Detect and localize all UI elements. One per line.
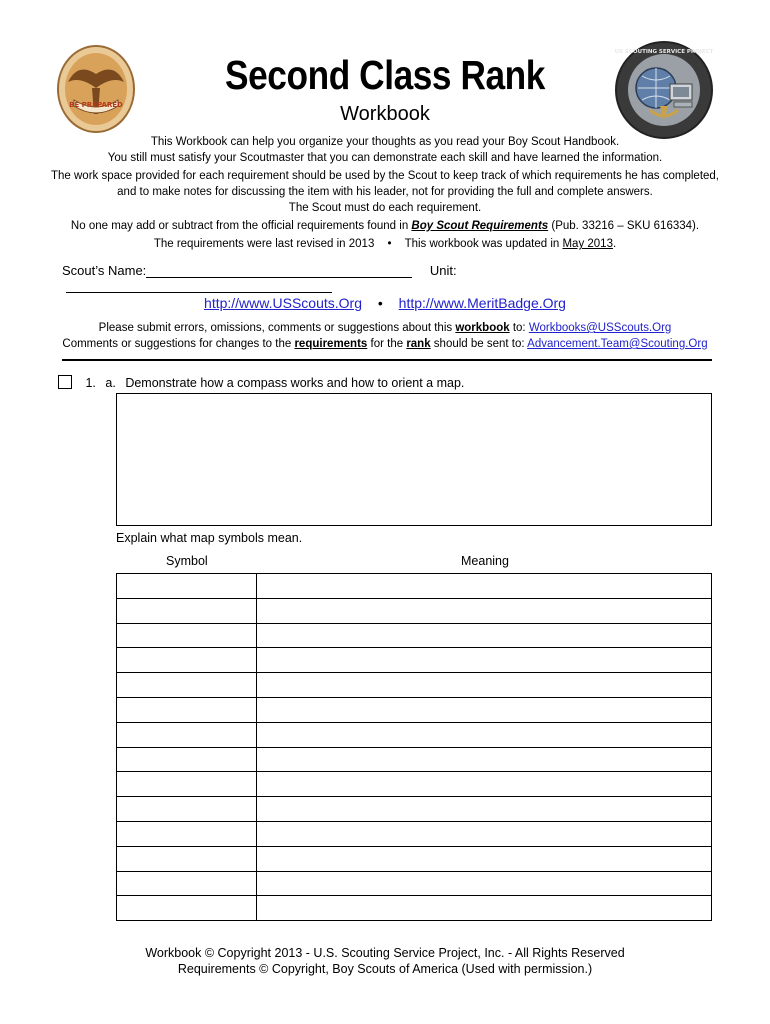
table-row xyxy=(117,772,712,797)
table-row xyxy=(117,722,712,747)
submit-text: Please submit errors, omissions, comments or suggestions about this xyxy=(98,322,456,334)
meaning-cell[interactable] xyxy=(257,623,712,648)
meaning-cell[interactable] xyxy=(257,722,712,747)
page-subtitle: Workbook xyxy=(340,103,430,125)
bullet: • xyxy=(387,238,392,250)
footer-line: Workbook © Copyright 2013 - U.S. Scouting Service Project, Inc. - All Rights Reserved xyxy=(145,946,625,960)
advancement-email-link[interactable]: Advancement.Team@Scouting.Org xyxy=(527,338,708,350)
table-row xyxy=(117,574,712,599)
scout-name-label: Scout’s Name: xyxy=(62,263,147,278)
table-row xyxy=(117,797,712,822)
symbol-cell[interactable] xyxy=(117,623,257,648)
submit-line xyxy=(0,336,770,352)
boy-scout-requirements-title: Boy Scout Requirements xyxy=(411,220,549,232)
symbol-cell[interactable] xyxy=(117,797,257,822)
column-header-meaning: Meaning xyxy=(461,554,509,568)
updated-text: This workbook was updated in xyxy=(404,238,563,250)
symbol-cell[interactable] xyxy=(117,673,257,698)
meaning-cell[interactable] xyxy=(257,574,712,599)
table-row xyxy=(117,598,712,623)
map-symbols-table xyxy=(116,573,712,921)
revised-text: The requirements were last revised in 2013 xyxy=(153,238,375,250)
updated-date: May 2013 xyxy=(562,238,613,250)
table-row xyxy=(117,623,712,648)
table-row xyxy=(117,846,712,871)
submit-text: should be sent to: xyxy=(430,338,528,350)
submit-bold-rank: rank xyxy=(406,338,431,350)
symbol-cell[interactable] xyxy=(117,772,257,797)
website-links xyxy=(0,295,770,311)
table-row xyxy=(117,648,712,673)
unit-label: Unit: xyxy=(429,263,457,278)
symbol-cell[interactable] xyxy=(117,574,257,599)
meaning-cell[interactable] xyxy=(257,797,712,822)
submit-bold-requirements: requirements xyxy=(294,338,368,350)
unit-field[interactable] xyxy=(66,279,332,293)
meaning-cell[interactable] xyxy=(257,871,712,896)
submit-text: for the xyxy=(367,338,407,350)
symbol-cell[interactable] xyxy=(117,598,257,623)
seal-ring-text: US SCOUTING SERVICE PROJECT xyxy=(614,49,714,55)
explain-symbols-text: Explain what map symbols mean. xyxy=(116,531,303,545)
intro-line: The Scout must do each requirement. xyxy=(288,202,482,214)
table-row xyxy=(117,871,712,896)
intro-line: The work space provided for each requirement should be used by the Scout to keep track of which requirements he has completed, xyxy=(50,170,719,182)
symbol-cell[interactable] xyxy=(117,697,257,722)
table-row xyxy=(117,697,712,722)
meaning-cell[interactable] xyxy=(257,846,712,871)
requirement-text: Demonstrate how a compass works and how to orient a map. xyxy=(125,376,465,390)
meaning-cell[interactable] xyxy=(257,598,712,623)
usscouts-link[interactable]: http://www.USScouts.Org xyxy=(204,295,362,311)
submission-info xyxy=(0,320,770,352)
intro-line: and to make notes for discussing the item with his leader, not for providing the full and complete answers. xyxy=(117,186,653,198)
link-separator: • xyxy=(377,295,383,311)
symbol-cell[interactable] xyxy=(117,871,257,896)
note-text: No one may add or subtract from the official requirements found in xyxy=(70,220,412,232)
meaning-cell[interactable] xyxy=(257,821,712,846)
symbol-cell[interactable] xyxy=(117,846,257,871)
symbol-cell[interactable] xyxy=(117,648,257,673)
requirement-letter: a. xyxy=(105,376,116,390)
table-row xyxy=(117,821,712,846)
intro-paragraph xyxy=(0,134,770,252)
period: . xyxy=(612,238,617,250)
badge-motto-text: BE PREPARED xyxy=(69,101,123,109)
intro-line: You still must satisfy your Scoutmaster that you can demonstrate each skill and have learned the information. xyxy=(107,152,663,164)
meaning-cell[interactable] xyxy=(257,896,712,921)
meaning-cell[interactable] xyxy=(257,772,712,797)
official-requirements-note xyxy=(0,218,770,234)
meaning-cell[interactable] xyxy=(257,673,712,698)
submit-text: Comments or suggestions for changes to the xyxy=(62,338,295,350)
page-title: Second Class Rank xyxy=(225,52,545,98)
requirement-checkbox[interactable] xyxy=(58,375,72,389)
submit-line xyxy=(0,320,770,336)
symbol-cell[interactable] xyxy=(117,747,257,772)
table-row xyxy=(117,896,712,921)
submit-text: to: xyxy=(509,322,529,334)
scout-name-field[interactable] xyxy=(146,264,412,278)
submit-bold-workbook: workbook xyxy=(455,322,510,334)
table-row xyxy=(117,747,712,772)
column-header-symbol: Symbol xyxy=(166,554,208,568)
meaning-cell[interactable] xyxy=(257,747,712,772)
note-text: (Pub. 33216 – SKU 616334). xyxy=(548,220,700,232)
section-divider xyxy=(62,359,712,361)
meaning-cell[interactable] xyxy=(257,648,712,673)
workbooks-email-link[interactable]: Workbooks@USScouts.Org xyxy=(528,322,672,334)
requirement-number: 1. xyxy=(85,376,96,390)
revision-note xyxy=(0,236,770,252)
symbol-cell[interactable] xyxy=(117,821,257,846)
scout-name-row xyxy=(62,263,712,293)
meaning-cell[interactable] xyxy=(257,697,712,722)
requirement-work-space[interactable] xyxy=(116,393,712,526)
symbol-cell[interactable] xyxy=(117,896,257,921)
copyright-footer xyxy=(0,945,770,977)
symbol-cell[interactable] xyxy=(117,722,257,747)
meritbadge-link[interactable]: http://www.MeritBadge.Org xyxy=(398,295,566,311)
table-row xyxy=(117,673,712,698)
intro-line: This Workbook can help you organize your thoughts as you read your Boy Scout Handbook. xyxy=(150,136,620,148)
footer-line: Requirements © Copyright, Boy Scouts of America (Used with permission.) xyxy=(177,962,593,976)
requirement-1a xyxy=(58,375,464,390)
